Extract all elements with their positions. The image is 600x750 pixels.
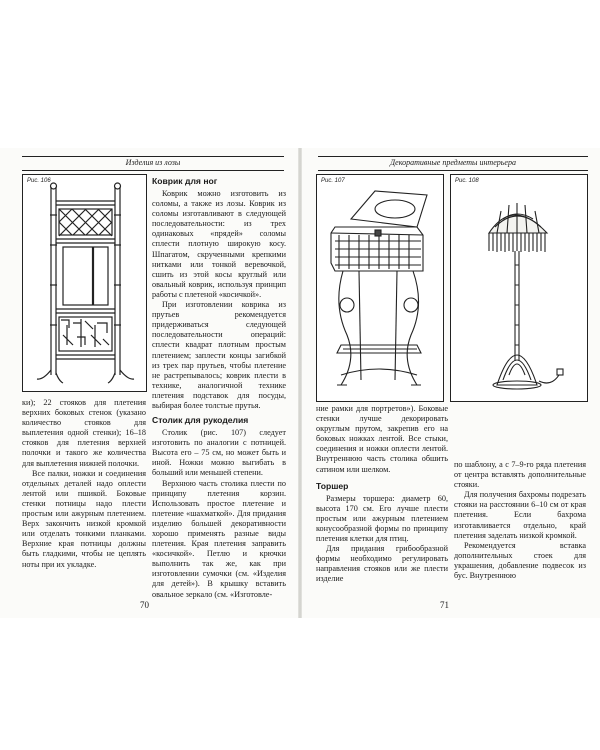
section-heading: Коврик для ног xyxy=(152,176,218,186)
paragraph: Рекомендуется вставка дополнительных стоек для украшения, добавление подвесок из бус. Внутреннюю xyxy=(454,540,586,581)
paragraph: Все палки, ножки и соединения отдельных деталей надо оплести лентой или пшикой. Боковые стенки потницы надо плести простым или ажурным плетением. Верх закончить низкой кромкой или отделать тонкими планками. Верхние края потницы должны быть гладкими, чтобы не цеплять ноты при их укладке. xyxy=(22,468,146,569)
paragraph: Верхнюю часть столика плести по принципу плетения корзин. Использовать простое плетение и плетение «шахматкой». Для придания изделию большей декоративности хорошо применять разные виды плетения. Края плетения заправить «косичкой». Петлю и крючки выполнить так же, как при изготовлении сумочки (см. «Изделия для детей»). В крышку вставить овальное зеркало (см. «Изготовле- xyxy=(152,478,286,599)
book-spread xyxy=(0,148,600,618)
paragraph: Коврик можно изготовить из соломы, а также из лозы. Коврик из соломы изготавливают в следующей последовательности: из трех одинаковых «прядей» соломы сплести плотную широкую косу. Шпагатом, скрученными крепкими нитками или тонкой веревочкой, сшить из этой косы круглый или овальный коврик, используя принцип работы с плетеной «косичкой». xyxy=(152,189,286,299)
running-head-right: Декоративные предметы интерьера xyxy=(318,156,588,171)
sewing-table-illustration xyxy=(317,175,443,401)
figure-label: Рис. 108 xyxy=(455,178,479,184)
paragraph: Для получения бахромы подрезать стояки на расстоянии 6–10 см от края плетения. Если бахрома изготавливается отдельно, край плетения заделать низкой кромкой. xyxy=(454,490,586,540)
paragraph: При изготовлении коврика из прутьев рекомендуется придерживаться следующей последовательности операций: сплести квадрат плотным простым плетением; заплести концы загибкой из трех пар прутьев, чтобы плетение не растрепывалось; коврик плести в технике, аналогичной технике плетения подставок для посуды, выбирая более толстые прутья. xyxy=(152,300,286,410)
figure-107 xyxy=(316,174,444,402)
figure-106 xyxy=(22,174,147,392)
figure-label: Рис. 107 xyxy=(321,178,345,184)
running-head-left: Изделия из лозы xyxy=(22,156,284,171)
figure-label: Рис. 106 xyxy=(27,178,51,184)
right-column-1 xyxy=(316,404,448,585)
paragraph: ние рамки для портретов»). Боковые стенки лучше декорировать округлым прутом, закрепив его на боковых ножках лентой. Все стыки, соединения и ножки оплести лентой. Внутреннюю часть столика обшить сатином или шелком. xyxy=(316,404,448,474)
section-heading: Торшер xyxy=(316,480,349,491)
paragraph: Размеры торшера: диаметр 60, высота 170 см. Его лучше плести простым или ажурным плетением конусообразной формы по принципу плетения клетки для птиц. xyxy=(316,493,448,544)
left-column-2 xyxy=(152,174,286,600)
figure-108 xyxy=(450,174,588,402)
paragraph: Столик (рис. 107) следует изготовить по аналогии с потницей. Высота его – 75 см, но может быть и иной. Ножки можно выгибать в больший или меньшей степени. xyxy=(152,428,286,478)
floor-lamp-illustration xyxy=(451,175,587,401)
right-page xyxy=(300,148,600,618)
paragraph: Для придания грибообразной формы необходимо регулировать направления стояков или же плести изделие xyxy=(316,544,448,584)
paragraph: ки); 22 стояков для плетения верхних боковых стенок (указано количество стояков для выплетения одной стенки); 16–18 стояков для плетения верхней полочки и такого же количества для выплетения нижней полочки. xyxy=(22,398,146,468)
left-page xyxy=(0,148,300,618)
paragraph: по шаблону, а с 7–9-го ряда плетения от центра вставлять дополнительные стояки. xyxy=(454,460,586,490)
section-heading: Столик для рукоделия xyxy=(152,415,249,426)
page-number-left: 70 xyxy=(140,600,149,610)
left-column-1 xyxy=(22,398,146,570)
right-column-2 xyxy=(454,460,586,581)
page-number-right: 71 xyxy=(440,600,449,610)
music-stand-illustration xyxy=(23,175,146,391)
